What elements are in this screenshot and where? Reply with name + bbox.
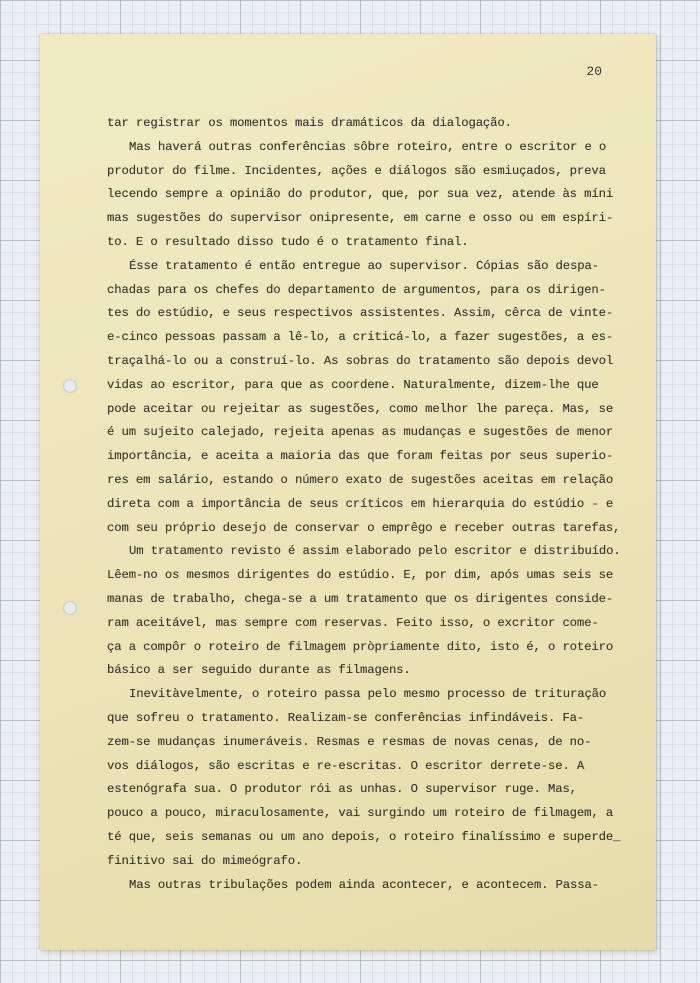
text-line: pouco a pouco, miraculosamente, vai surgindo um roteiro de filmagem, a	[107, 806, 614, 821]
text-line: importância, e aceita a maioria das que foram feitas por seus superio-	[107, 449, 614, 464]
text-line: Ésse tratamento é então entregue ao supervisor. Cópias são despa-	[129, 258, 599, 273]
text-line: mas sugestões do supervisor onipresente, em carne e osso ou em espíri-	[107, 211, 614, 226]
text-line: direta com a importância de seus críticos em hierarquia do estúdio - e	[107, 496, 614, 511]
text-line: finitivo sai do mimeógrafo.	[107, 853, 303, 868]
text-line: estenógrafa sua. O produtor rói as unhas. O supervisor ruge. Mas,	[107, 782, 577, 797]
text-line: tes do estúdio, e seus respectivos assistentes. Assim, cêrca de vinte-	[107, 306, 614, 321]
text-line: e-cinco pessoas passam a lê-lo, a criticá-lo, a fazer sugestões, a es-	[107, 330, 614, 345]
text-line: to. E o resultado disso tudo é o tratamento final.	[107, 234, 469, 249]
typewritten-page	[40, 34, 656, 950]
text-line: manas de trabalho, chega-se a um tratamento que os dirigentes conside-	[107, 591, 614, 606]
text-line: traçalhá-lo ou a construí-lo. As sobras do tratamento são depois devol	[107, 353, 614, 368]
text-line: ram aceitável, mas sempre com reservas. Feito isso, o excritor come-	[107, 615, 599, 630]
punch-hole	[63, 601, 77, 615]
text-line: com seu próprio desejo de conservar o emprêgo e receber outras tarefas,	[107, 520, 621, 535]
body-text	[107, 112, 627, 897]
text-line: Lêem-no os mesmos dirigentes do estúdio. E, por dim, após umas seis se	[107, 568, 614, 583]
text-line: que sofreu o tratamento. Realizam-se conferências infindáveis. Fa-	[107, 710, 585, 725]
text-line: té que, seis semanas ou um ano depois, o roteiro finalíssimo e superde_	[107, 829, 621, 844]
text-line: Inevitàvelmente, o roteiro passa pelo mesmo processo de trituração	[129, 687, 607, 702]
text-line: res em salário, estando o número exato de sugestões aceitas em relação	[107, 472, 614, 487]
text-line: vos diálogos, são escritas e re-escritas. O escritor derrete-se. A	[107, 758, 585, 773]
punch-hole	[63, 379, 77, 393]
text-line: básico a ser seguido durante as filmagens.	[107, 663, 411, 678]
text-line: produtor do filme. Incidentes, ações e diálogos são esmiuçados, preva	[107, 163, 606, 178]
text-line: vidas ao escritor, para que as coordene. Naturalmente, dizem-lhe que	[107, 377, 599, 392]
text-line: tar registrar os momentos mais dramáticos da dialogação.	[107, 116, 512, 130]
page-number: 20	[586, 64, 602, 79]
text-line: Mas outras tribulações podem ainda acontecer, e acontecem. Passa-	[129, 877, 599, 892]
text-line: Um tratamento revisto é assim elaborado pelo escritor e distribuído.	[129, 544, 621, 559]
text-line: zem-se mudanças inumeráveis. Resmas e resmas de novas cenas, de no-	[107, 734, 592, 749]
text-line: Mas haverá outras conferências sôbre roteiro, entre o escritor e o	[129, 139, 607, 154]
text-line: lecendo sempre a opinião do produtor, que, por sua vez, atende às míni	[107, 187, 614, 202]
text-line: ça a compôr o roteiro de filmagem pròpriamente dito, isto é, o roteiro	[107, 639, 614, 654]
text-line: é um sujeito calejado, rejeita apenas as mudanças e sugestões de menor	[107, 425, 614, 440]
text-line: chadas para os chefes do departamento de argumentos, para os dirigen-	[107, 282, 606, 297]
text-line: pode aceitar ou rejeitar as sugestões, como melhor lhe pareça. Mas, se	[107, 401, 614, 416]
